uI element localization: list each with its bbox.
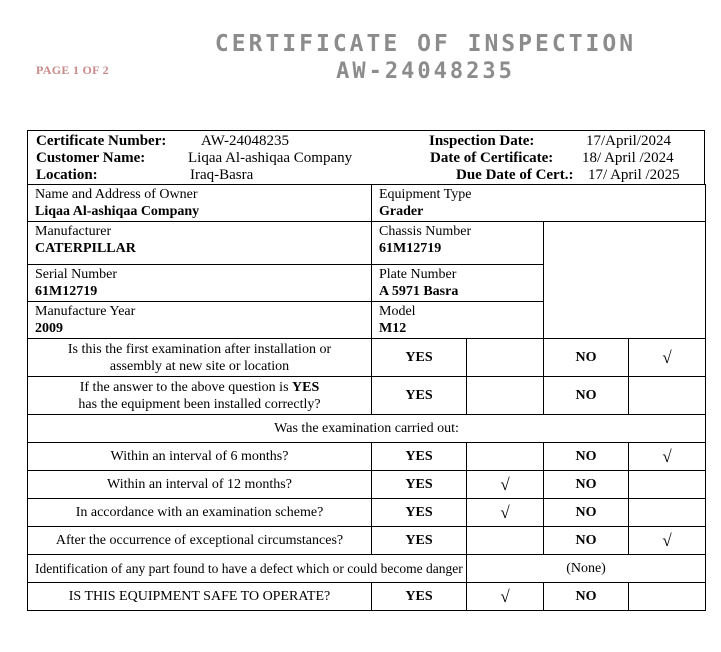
title-line-1: CERTIFICATE OF INSPECTION <box>214 31 637 57</box>
customer-name: Liqaa Al-ashiqaa Company <box>188 150 353 166</box>
chassis-value: 61M12719 <box>379 241 442 256</box>
yes-label: YES <box>372 583 467 611</box>
plate-label: Plate Number <box>379 267 457 282</box>
owner-cell <box>28 185 372 222</box>
yes-checkbox[interactable] <box>467 527 544 555</box>
exam-heading-row <box>28 415 706 443</box>
question-row-first-exam <box>28 339 706 377</box>
check-mark-icon: √ <box>500 475 510 494</box>
no-label: NO <box>544 471 629 499</box>
no-checkbox[interactable] <box>629 499 706 527</box>
question-row-12-months <box>28 471 706 499</box>
due-date-label: Due Date of Cert.: <box>456 167 574 183</box>
manufacturer-row <box>28 222 706 265</box>
plate-value: A 5971 Basra <box>379 284 459 299</box>
manufacturer-value: CATERPILLAR <box>35 241 136 256</box>
location: Iraq-Basra <box>190 167 254 183</box>
safe-question: IS THIS EQUIPMENT SAFE TO OPERATE? <box>28 583 372 611</box>
question-exceptional: After the occurrence of exceptional circumstances? <box>28 527 372 555</box>
manufacturer-label: Manufacturer <box>35 224 112 239</box>
check-mark-icon: √ <box>500 503 510 522</box>
safe-row <box>28 583 706 611</box>
owner-label: Name and Address of Owner <box>35 187 198 202</box>
equipment-type-label: Equipment Type <box>379 187 472 202</box>
question-row-installed <box>28 377 706 415</box>
yes-label: YES <box>372 499 467 527</box>
manufacturer-cell <box>28 222 372 265</box>
question-text-line: has the equipment been installed correctly? <box>78 396 321 412</box>
check-mark-icon: √ <box>500 587 510 606</box>
question-row-exceptional <box>28 527 706 555</box>
no-checkbox[interactable] <box>629 583 706 611</box>
no-label: NO <box>544 443 629 471</box>
check-mark-icon: √ <box>662 447 672 466</box>
inspection-table <box>27 184 706 611</box>
model-cell <box>372 302 544 339</box>
inspection-date: 17/April/2024 <box>586 133 671 149</box>
page-label: PAGE 1 OF 2 <box>36 63 109 77</box>
yes-label: YES <box>372 471 467 499</box>
model-value: M12 <box>379 321 407 336</box>
equipment-type-value: Grader <box>379 204 424 219</box>
no-label: NO <box>544 527 629 555</box>
blank-cell <box>544 265 706 302</box>
document-title <box>0 30 721 86</box>
yes-label: YES <box>372 377 467 415</box>
yes-checkbox[interactable] <box>467 583 544 611</box>
yes-checkbox[interactable] <box>467 339 544 377</box>
yes-checkbox[interactable] <box>467 377 544 415</box>
yes-label: YES <box>372 339 467 377</box>
chassis-label: Chassis Number <box>379 224 472 239</box>
no-checkbox[interactable] <box>629 443 706 471</box>
due-date: 17/ April /2025 <box>588 167 680 183</box>
date-of-certificate: 18/ April /2024 <box>582 150 674 166</box>
no-label: NO <box>544 499 629 527</box>
question-scheme: In accordance with an examination scheme? <box>28 499 372 527</box>
question-text: If the answer to the above question is <box>79 379 293 395</box>
no-label: NO <box>544 583 629 611</box>
certificate-number: AW-24048235 <box>201 133 289 149</box>
question-text-line: assembly at new site or location <box>109 358 290 374</box>
question-text-line: Is this the first examination after installation or <box>67 341 332 357</box>
yes-checkbox[interactable] <box>467 471 544 499</box>
model-label: Model <box>379 304 416 319</box>
defect-row <box>28 555 706 583</box>
no-checkbox[interactable] <box>629 339 706 377</box>
date-of-certificate-label: Date of Certificate: <box>430 150 554 166</box>
blank-cell <box>544 222 706 265</box>
defect-question: Identification of any part found to have a defect which or could become danger <box>28 555 467 583</box>
blank-cell <box>544 302 706 339</box>
question-emphasis: YES <box>292 379 320 395</box>
no-checkbox[interactable] <box>629 377 706 415</box>
certificate-sheet <box>27 130 705 611</box>
question-first-exam <box>28 339 372 377</box>
owner-row <box>28 185 706 222</box>
check-mark-icon: √ <box>662 348 672 367</box>
year-row <box>28 302 706 339</box>
year-label: Manufacture Year <box>35 304 136 319</box>
question-6-months: Within an interval of 6 months? <box>28 443 372 471</box>
serial-row <box>28 265 706 302</box>
serial-value: 61M12719 <box>35 284 98 299</box>
question-row-scheme <box>28 499 706 527</box>
certificate-number-label: Certificate Number: <box>36 133 167 149</box>
yes-label: YES <box>372 527 467 555</box>
exam-heading: Was the examination carried out: <box>28 415 706 443</box>
yes-checkbox[interactable] <box>467 499 544 527</box>
question-row-6-months <box>28 443 706 471</box>
chassis-cell <box>372 222 544 265</box>
serial-cell <box>28 265 372 302</box>
year-cell <box>28 302 372 339</box>
customer-name-label: Customer Name: <box>36 150 146 166</box>
defect-value: (None) <box>467 555 706 583</box>
year-value: 2009 <box>35 321 63 336</box>
yes-label: YES <box>372 443 467 471</box>
owner-value: Liqaa Al-ashiqaa Company <box>35 204 200 219</box>
equipment-type-cell <box>372 185 706 222</box>
title-line-2: AW-24048235 <box>336 59 515 84</box>
inspection-date-label: Inspection Date: <box>429 133 535 149</box>
serial-label: Serial Number <box>35 267 118 282</box>
no-label: NO <box>544 339 629 377</box>
question-installed <box>28 377 372 415</box>
certificate-header <box>27 130 705 184</box>
yes-checkbox[interactable] <box>467 443 544 471</box>
plate-cell <box>372 265 544 302</box>
location-label: Location: <box>36 167 98 183</box>
question-text-line <box>35 379 364 396</box>
no-label: NO <box>544 377 629 415</box>
question-12-months: Within an interval of 12 months? <box>28 471 372 499</box>
no-checkbox[interactable] <box>629 471 706 499</box>
no-checkbox[interactable] <box>629 527 706 555</box>
check-mark-icon: √ <box>662 531 672 550</box>
